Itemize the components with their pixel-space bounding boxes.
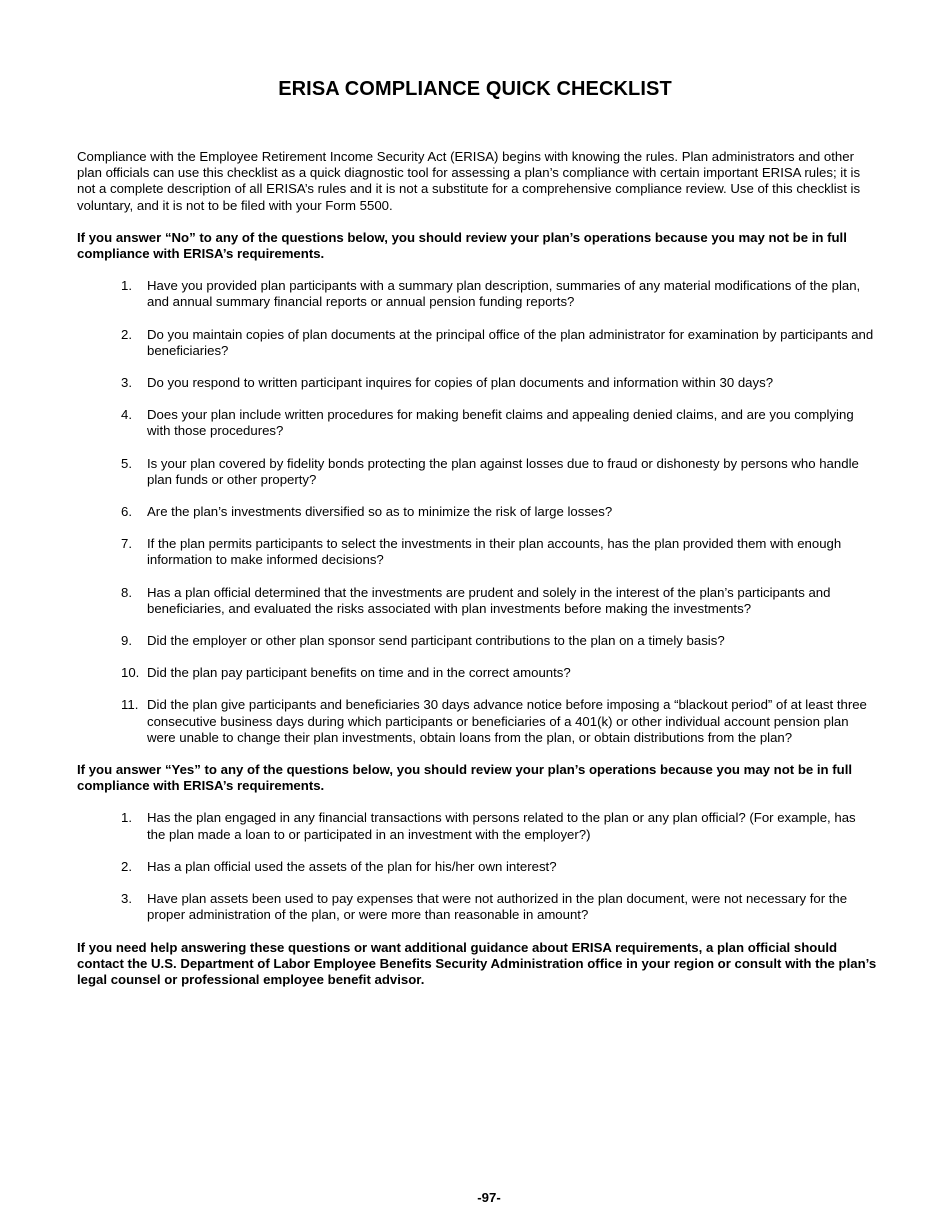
yes-section-instruction: If you answer “Yes” to any of the questions below, you should review your plan’s operations because you may not be in full compliance with ERISA’s requirements. <box>77 762 853 794</box>
question-number: 1. <box>121 278 132 294</box>
list-item <box>77 536 877 568</box>
list-item <box>77 504 877 520</box>
question-number: 5. <box>121 455 132 471</box>
no-question-list <box>77 278 877 746</box>
question-text: Does your plan include written procedures for making benefit claims and appealing denied claims, and are you complying with those procedures? <box>147 407 854 439</box>
question-number: 2. <box>121 326 132 342</box>
question-number: 10. <box>121 665 140 681</box>
question-text: Is your plan covered by fidelity bonds protecting the plan against losses due to fraud or dishonesty by persons who handle plan funds or other property? <box>147 455 859 487</box>
list-item <box>77 891 877 923</box>
question-text: Have plan assets been used to pay expenses that were not authorized in the plan document, were not necessary for the proper administration of the plan, or were more than reasonable in amount? <box>147 891 848 923</box>
page-number: -97- <box>477 1190 501 1205</box>
question-text: If the plan permits participants to select the investments in their plan accounts, has the plan provided them with enough information to make informed decisions? <box>147 536 842 568</box>
yes-question-list <box>77 810 877 923</box>
list-item <box>77 278 877 310</box>
list-item <box>77 633 877 649</box>
list-item <box>77 456 877 488</box>
question-text: Do you maintain copies of plan documents at the principal office of the plan administrator for examination by participants and beneficiaries? <box>147 326 874 358</box>
question-text: Has a plan official used the assets of the plan for his/her own interest? <box>147 858 557 874</box>
list-item <box>77 810 877 842</box>
question-text: Did the plan give participants and beneficiaries 30 days advance notice before imposing a “blackout period” of at least three consecutive business days during which participants or beneficiaries of a 401(k) or other individual account pension plan were unable to change their plan investments, obtain loans from the plan, or obtain distributions from the plan? <box>147 697 867 745</box>
document-body <box>77 149 877 988</box>
list-item <box>77 585 877 617</box>
closing-paragraph: If you need help answering these questions or want additional guidance about ERISA requirements, a plan official should contact the U.S. Department of Labor Employee Benefits Security Administration office in your region or consult with the plan’s legal counsel or professional employee benefit advisor. <box>77 939 877 987</box>
list-item <box>77 859 877 875</box>
question-number: 4. <box>121 407 132 423</box>
question-text: Do you respond to written participant inquires for copies of plan documents and information within 30 days? <box>147 375 774 391</box>
question-text: Has a plan official determined that the investments are prudent and solely in the interest of the plan’s participants and beneficiaries, and evaluated the risks associated with plan investments before making the investments? <box>147 584 831 616</box>
question-text: Has the plan engaged in any financial transactions with persons related to the plan or any plan official? (For example, has the plan made a loan to or participated in an investment with the employer?) <box>147 810 856 842</box>
list-item <box>77 407 877 439</box>
list-item <box>77 375 877 391</box>
question-number: 2. <box>121 858 132 874</box>
question-number: 1. <box>121 810 132 826</box>
question-number: 3. <box>121 375 132 391</box>
list-item <box>77 327 877 359</box>
question-number: 9. <box>121 633 132 649</box>
question-number: 8. <box>121 584 132 600</box>
no-section-instruction: If you answer “No” to any of the questions below, you should review your plan’s operations because you may not be in full compliance with ERISA’s requirements. <box>77 229 847 262</box>
question-number: 3. <box>121 891 132 907</box>
page-title: ERISA COMPLIANCE QUICK CHECKLIST <box>278 78 672 100</box>
question-number: 6. <box>121 504 132 520</box>
question-text: Did the plan pay participant benefits on time and in the correct amounts? <box>147 665 571 681</box>
question-number: 7. <box>121 536 132 552</box>
question-text: Have you provided plan participants with a summary plan description, summaries of any material modifications of the plan, and annual summary financial reports or annual pension funding reports? <box>147 278 861 310</box>
question-text: Are the plan’s investments diversified so as to minimize the risk of large losses? <box>147 504 613 520</box>
question-number: 11. <box>121 697 139 713</box>
intro-paragraph: Compliance with the Employee Retirement Income Security Act (ERISA) begins with knowing the rules. Plan administrators and other plan officials can use this checklist as a quick diagnostic tool for assessing a plan’s compliance with certain important ERISA rules; it is not a complete description of all ERISA’s rules and it is not a substitute for a comprehensive compliance review. Use of this checklist is voluntary, and it is not to be filed with your Form 5500. <box>77 149 861 213</box>
list-item <box>77 665 877 681</box>
question-text: Did the employer or other plan sponsor send participant contributions to the plan on a timely basis? <box>147 633 725 649</box>
list-item <box>77 697 877 746</box>
